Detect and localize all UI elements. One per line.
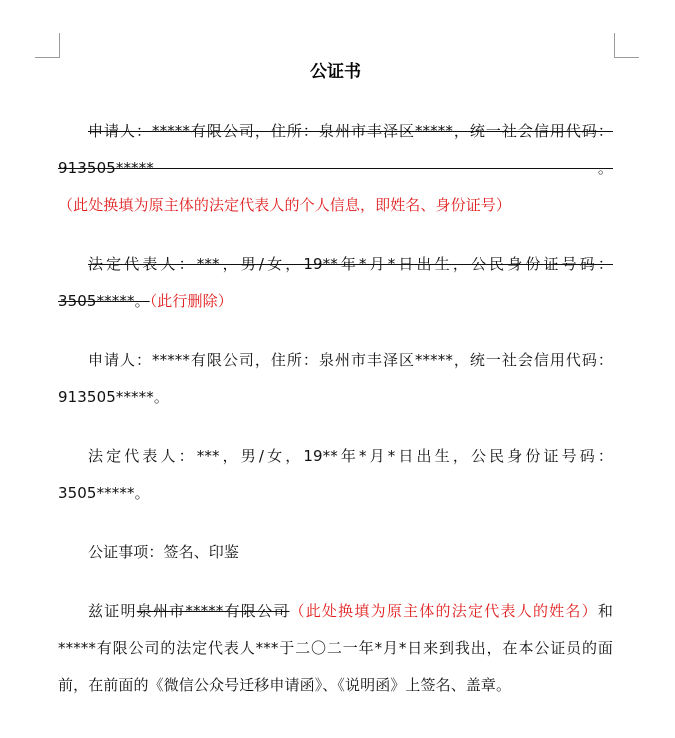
notarization-matter-paragraph — [58, 534, 613, 571]
certification-struck-company: 泉州市*****有限公司 — [136, 602, 290, 620]
certification-rest-text: 和*****有限公司的法定代表人***于二〇二一年*月*日来到我出，在本公证员的面前，在前面的《微信公众号迁移申请函》、《说明函》上签名、盖章。 — [58, 602, 613, 694]
delete-line-note: （此行删除） — [149, 292, 233, 310]
certification-replacement-note: （此处换填为原主体的法定代表人的姓名） — [289, 602, 598, 620]
page-corner-mark-right — [614, 33, 639, 58]
certification-prefix: 兹证明 — [88, 602, 137, 620]
applicant-struck-text: 申请人：*****有限公司，住所：泉州市丰泽区*****，统一社会信用代码：913505*****。 — [58, 122, 613, 177]
legal-rep-struck-text: 法定代表人：***，男/女，19**年*月*日出生，公民身份证号码：3505*****。 — [58, 255, 613, 310]
certification-paragraph — [58, 593, 613, 704]
applicant-paragraph-struck — [58, 113, 613, 224]
document-body — [58, 58, 613, 726]
applicant-paragraph — [58, 342, 613, 416]
notarization-matter-text: 公证事项：签名、印鉴 — [88, 543, 240, 561]
legal-rep-paragraph-struck — [58, 246, 613, 320]
legal-rep-text: 法定代表人：***，男/女，19**年*月*日出生，公民身份证号码：3505*****。 — [58, 447, 613, 502]
page-corner-mark-left — [35, 33, 60, 58]
legal-rep-paragraph — [58, 438, 613, 512]
applicant-replacement-note: （此处换填为原主体的法定代表人的个人信息，即姓名、身份证号） — [58, 196, 512, 214]
document-title: 公证书 — [310, 62, 361, 82]
applicant-text: 申请人：*****有限公司，住所：泉州市丰泽区*****，统一社会信用代码：913505*****。 — [58, 351, 613, 406]
